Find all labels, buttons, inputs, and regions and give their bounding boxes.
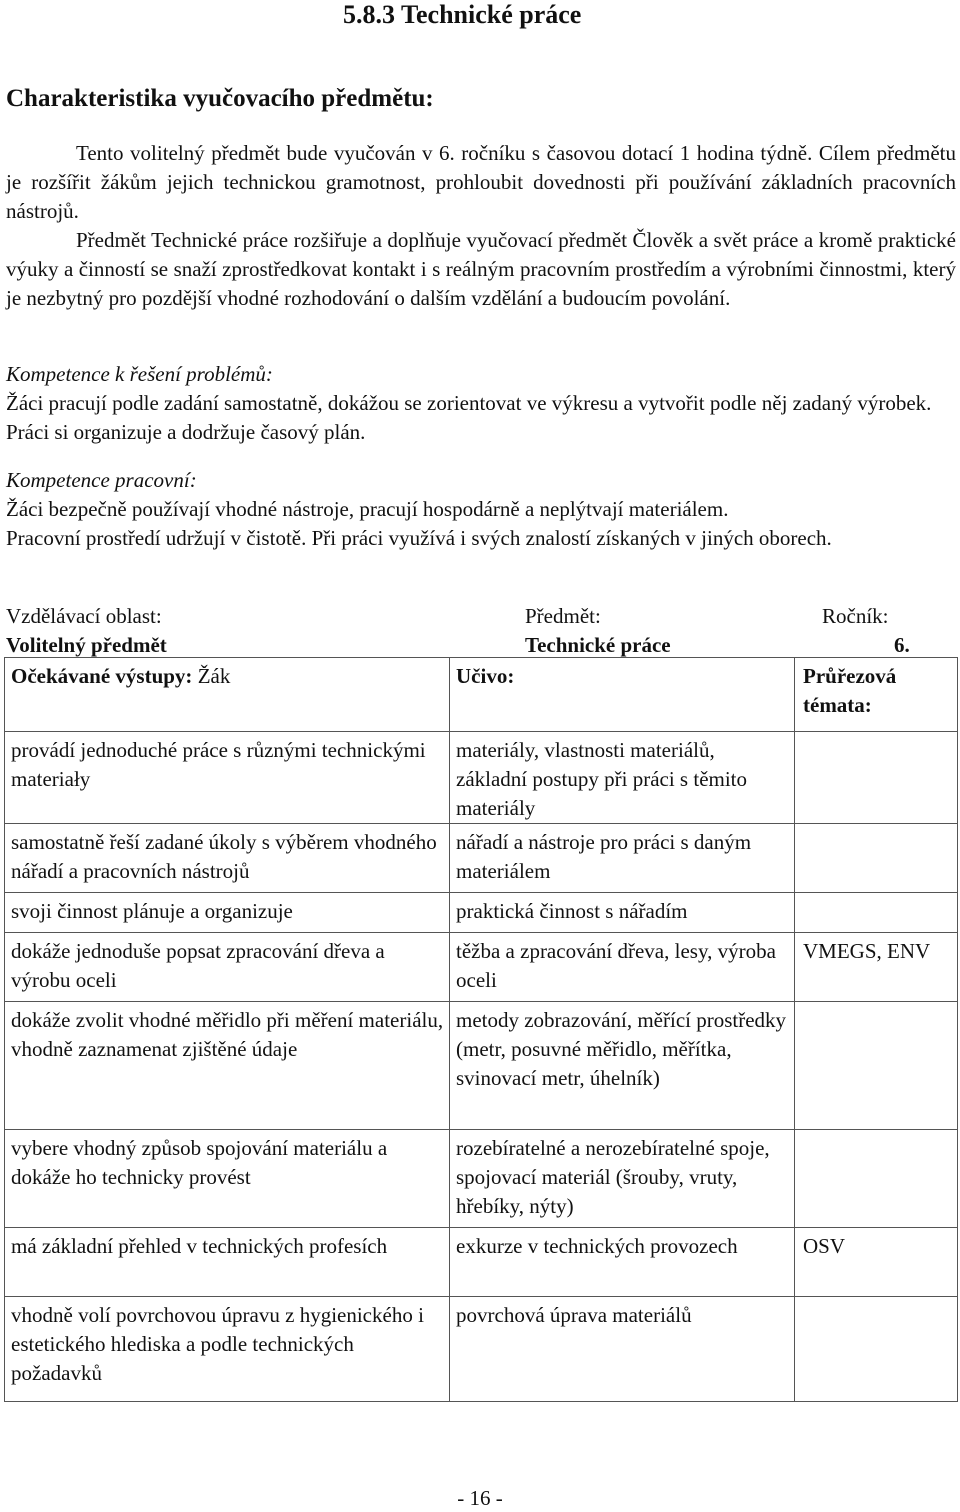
competence-work-body (6, 495, 956, 553)
cross-cell (795, 1130, 958, 1228)
intro-paragraph-2-text: Předmět Technické práce rozšiřuje a doplňuje vyučovací předmět Člověk a svět práce a kromě praktické výuky a činností se snaží zprostředkovat kontakt i s reálným pracovním prostředím a výrobními činnostmi, který je nezbytný pro pozdější vhodné rozhodování o dalším vzdělání a budoucím povolání. (6, 228, 956, 310)
competence-problems-text: Žáci pracují podle zadání samostatně, dokážou se zorientovat ve výkresu a vytvořit podle něj zadaný výrobek. Práci si organizuje a dodržuje časový plán. (6, 391, 932, 444)
cross-cell (795, 824, 958, 893)
curriculum-table (4, 657, 958, 1402)
content-cell: praktická činnost s nářadím (450, 893, 795, 933)
table-row (5, 893, 958, 933)
table-row (5, 1228, 958, 1297)
grade-label: Ročník: (822, 604, 889, 628)
competence-problems-body (6, 389, 956, 447)
output-cell: dokáže jednoduše popsat zpracování dřeva a výrobu oceli (5, 933, 450, 1002)
competence-problems-heading: Kompetence k řešení problémů: (6, 362, 273, 386)
header-outputs-rest: Žák (192, 664, 231, 688)
intro-paragraph-1-text: Tento volitelný předmět bude vyučován v 6. ročníku s časovou dotací 1 hodina týdně. Cílem předmětu je rozšířit žákům jejich technickou gramotnost, prohloubit dovednosti při používání základních pracovních nástrojů. (6, 141, 956, 223)
table-row (5, 1297, 958, 1402)
grade-value: 6. (894, 633, 910, 657)
table-row (5, 824, 958, 893)
content-cell: materiály, vlastnosti materiálů, základní postupy při práci s těmito materiály (450, 732, 795, 824)
header-outputs (5, 658, 450, 732)
cross-cell (795, 893, 958, 933)
output-cell: samostatně řeší zadané úkoly s výběrem vhodného nářadí a pracovních nástrojů (5, 824, 450, 893)
output-cell: vhodně volí povrchovou úpravu z hygienického i estetického hlediska a podle technických požadavků (5, 1297, 450, 1402)
cross-cell (795, 1297, 958, 1402)
intro-paragraph-2 (6, 226, 956, 313)
cross-cell: OSV (795, 1228, 958, 1297)
header-cross-topics: Průřezová témata: (795, 658, 958, 732)
subject-label: Předmět: (525, 604, 601, 628)
competence-work-text-1: Žáci bezpečně používají vhodné nástroje, pracují hospodárně a neplýtvají materiálem. (6, 497, 729, 521)
competence-work-heading: Kompetence pracovní: (6, 468, 197, 492)
content-cell: povrchová úprava materiálů (450, 1297, 795, 1402)
output-cell: dokáže zvolit vhodné měřidlo při měření materiálu, vhodně zaznamenat zjištěné údaje (5, 1002, 450, 1130)
table-row (5, 1002, 958, 1130)
content-cell: exkurze v technických provozech (450, 1228, 795, 1297)
cross-cell (795, 732, 958, 824)
section-title: 5.8.3 Technické práce (343, 0, 582, 29)
header-content: Učivo: (450, 658, 795, 732)
table-row (5, 933, 958, 1002)
area-value: Volitelný předmět (6, 633, 167, 657)
competence-work-text-2: Pracovní prostředí udržují v čistotě. Při práci využívá i svých znalostí získaných v jiných oborech. (6, 526, 832, 550)
table-row (5, 732, 958, 824)
subject-value: Technické práce (525, 633, 671, 657)
cross-cell (795, 1002, 958, 1130)
table-row (5, 1130, 958, 1228)
output-cell: svoji činnost plánuje a organizuje (5, 893, 450, 933)
cross-cell: VMEGS, ENV (795, 933, 958, 1002)
content-cell: metody zobrazování, měřící prostředky (metr, posuvné měřidlo, měřítka, svinovací metr, úhelník) (450, 1002, 795, 1130)
area-label: Vzdělávací oblast: (6, 604, 162, 628)
characteristics-heading: Charakteristika vyučovacího předmětu: (6, 85, 434, 112)
page-number: - 16 - (457, 1486, 503, 1510)
table-header-row (5, 658, 958, 732)
output-cell: provádí jednoduché práce s různými technickými materiały (5, 732, 450, 824)
header-outputs-bold: Očekávané výstupy: (11, 664, 193, 688)
content-cell: rozebíratelné a nerozebíratelné spoje, spojovací materiál (šrouby, vruty, hřebíky, nýty) (450, 1130, 795, 1228)
output-cell: vybere vhodný způsob spojování materiálu a dokáže ho technicky provést (5, 1130, 450, 1228)
content-cell: těžba a zpracování dřeva, lesy, výroba oceli (450, 933, 795, 1002)
output-cell: má základní přehled v technických profesích (5, 1228, 450, 1297)
content-cell: nářadí a nástroje pro práci s daným materiálem (450, 824, 795, 893)
intro-paragraph-1 (6, 139, 956, 226)
